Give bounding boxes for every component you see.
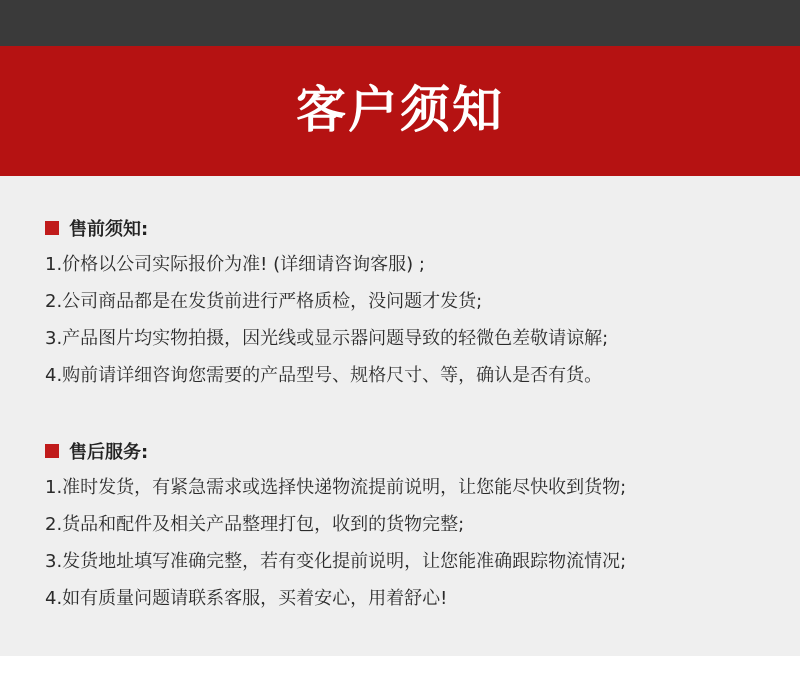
list-item: 2.货品和配件及相关产品整理打包，收到的货物完整; [45, 514, 465, 535]
list-item: 4.购前请详细咨询您需要的产品型号、规格尺寸、等，确认是否有货。 [45, 365, 603, 386]
top-bar [0, 0, 800, 46]
after-sale-list [45, 469, 765, 617]
after-sale-section [45, 440, 765, 617]
pre-sale-section [45, 217, 765, 394]
notice-content [0, 176, 800, 656]
section-heading [45, 217, 765, 239]
section-heading [45, 440, 765, 462]
section-heading-text: 售后服务: [69, 442, 149, 463]
list-item: 1.准时发货，有紧急需求或选择快递物流提前说明，让您能尽快收到货物; [45, 477, 627, 498]
page-title: 客户须知 [296, 81, 504, 139]
list-item: 4.如有质量问题请联系客服，买着安心，用着舒心! [45, 588, 448, 609]
pre-sale-list [45, 246, 765, 394]
list-item: 2.公司商品都是在发货前进行严格质检，没问题才发货; [45, 291, 483, 312]
list-item: 1.价格以公司实际报价为准! (详细请咨询客服) ; [45, 254, 425, 275]
list-item: 3.产品图片均实物拍摄，因光线或显示器问题导致的轻微色差敬请谅解; [45, 328, 609, 349]
title-banner [0, 46, 800, 176]
section-heading-text: 售前须知: [69, 219, 149, 240]
list-item: 3.发货地址填写准确完整，若有变化提前说明，让您能准确跟踪物流情况; [45, 551, 627, 572]
square-bullet-icon [45, 444, 59, 458]
square-bullet-icon [45, 221, 59, 235]
footer-area [0, 656, 800, 698]
